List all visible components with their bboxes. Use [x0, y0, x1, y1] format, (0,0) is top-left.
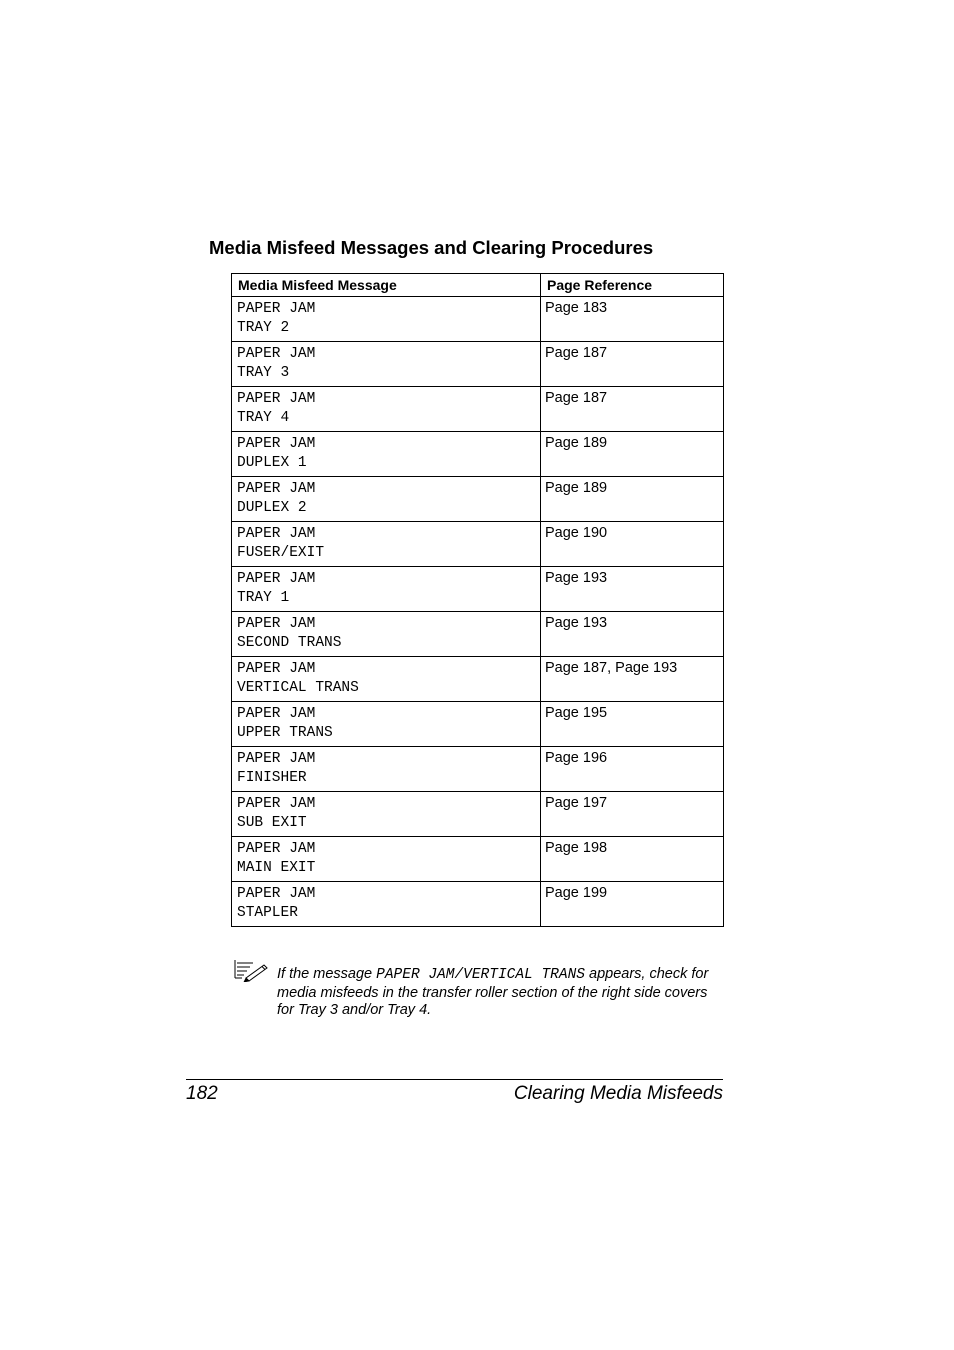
page-reference: Page 195	[545, 705, 608, 721]
table-row	[232, 882, 724, 927]
misfeed-message: PAPER JAM TRAY 3	[237, 346, 316, 381]
message-cell	[232, 567, 541, 612]
misfeed-message: PAPER JAM FINISHER	[237, 751, 316, 786]
table-row	[232, 522, 724, 567]
misfeed-message: PAPER JAM SECOND TRANS	[237, 616, 342, 651]
reference-cell	[541, 432, 724, 477]
table-body	[232, 297, 724, 927]
table-row	[232, 432, 724, 477]
footer-rule	[186, 1079, 723, 1080]
message-cell	[232, 702, 541, 747]
note-code: PAPER JAM/VERTICAL TRANS	[376, 967, 585, 983]
misfeed-message: PAPER JAM TRAY 4	[237, 391, 316, 426]
page-reference: Page 196	[545, 750, 608, 766]
reference-cell	[541, 837, 724, 882]
misfeed-message: PAPER JAM FUSER/EXIT	[237, 526, 325, 561]
misfeed-message: PAPER JAM SUB EXIT	[237, 796, 316, 831]
message-cell	[232, 432, 541, 477]
misfeed-message: PAPER JAM DUPLEX 1	[237, 436, 316, 471]
reference-cell	[541, 342, 724, 387]
page-reference: Page 193	[545, 615, 608, 631]
note-text-before: If the message	[277, 966, 377, 982]
reference-cell	[541, 567, 724, 612]
misfeed-table	[231, 273, 724, 927]
table-row	[232, 387, 724, 432]
table-row	[232, 567, 724, 612]
message-cell	[232, 387, 541, 432]
table-row	[232, 297, 724, 342]
reference-cell	[541, 792, 724, 837]
table-row	[232, 702, 724, 747]
note-text	[277, 966, 727, 1020]
note-pencil-icon	[233, 958, 269, 982]
message-cell	[232, 657, 541, 702]
column-header-message: Media Misfeed Message	[232, 274, 541, 297]
page-reference: Page 187	[545, 390, 608, 406]
message-cell	[232, 792, 541, 837]
page-reference: Page 193	[545, 570, 608, 586]
reference-cell	[541, 702, 724, 747]
table-row	[232, 792, 724, 837]
table-row	[232, 477, 724, 522]
page-reference: Page 189	[545, 480, 608, 496]
column-header-reference: Page Reference	[541, 274, 724, 297]
misfeed-message: PAPER JAM DUPLEX 2	[237, 481, 316, 516]
page-reference: Page 187	[545, 345, 608, 361]
page-number: 182	[186, 1083, 218, 1104]
message-cell	[232, 342, 541, 387]
misfeed-message: PAPER JAM STAPLER	[237, 886, 316, 921]
reference-cell	[541, 522, 724, 567]
message-cell	[232, 477, 541, 522]
page-reference: Page 198	[545, 840, 608, 856]
message-cell	[232, 747, 541, 792]
page-reference: Page 190	[545, 525, 608, 541]
misfeed-message: PAPER JAM VERTICAL TRANS	[237, 661, 359, 696]
message-cell	[232, 612, 541, 657]
table-header-row	[232, 274, 724, 297]
message-cell	[232, 837, 541, 882]
table-row	[232, 612, 724, 657]
message-cell	[232, 297, 541, 342]
page-reference: Page 199	[545, 885, 608, 901]
reference-cell	[541, 477, 724, 522]
reference-cell	[541, 297, 724, 342]
page-reference: Page 183	[545, 300, 608, 316]
reference-cell	[541, 882, 724, 927]
misfeed-message: PAPER JAM TRAY 2	[237, 301, 316, 336]
message-cell	[232, 882, 541, 927]
note-text-after: appears, check for media misfeeds in the transfer roller section of the right side covers for Tray 3 and/or Tray 4.	[277, 966, 709, 1018]
page-reference: Page 197	[545, 795, 608, 811]
section-title: Media Misfeed Messages and Clearing Procedures	[209, 237, 654, 258]
message-cell	[232, 522, 541, 567]
page-reference: Page 189	[545, 435, 608, 451]
misfeed-message: PAPER JAM UPPER TRANS	[237, 706, 333, 741]
reference-cell	[541, 657, 724, 702]
table-row	[232, 837, 724, 882]
table-row	[232, 657, 724, 702]
misfeed-message: PAPER JAM TRAY 1	[237, 571, 316, 606]
reference-cell	[541, 747, 724, 792]
misfeed-message: PAPER JAM MAIN EXIT	[237, 841, 316, 876]
page-reference: Page 187, Page 193	[545, 660, 678, 676]
reference-cell	[541, 612, 724, 657]
reference-cell	[541, 387, 724, 432]
table-row	[232, 747, 724, 792]
table-row	[232, 342, 724, 387]
chapter-title: Clearing Media Misfeeds	[513, 1083, 723, 1104]
